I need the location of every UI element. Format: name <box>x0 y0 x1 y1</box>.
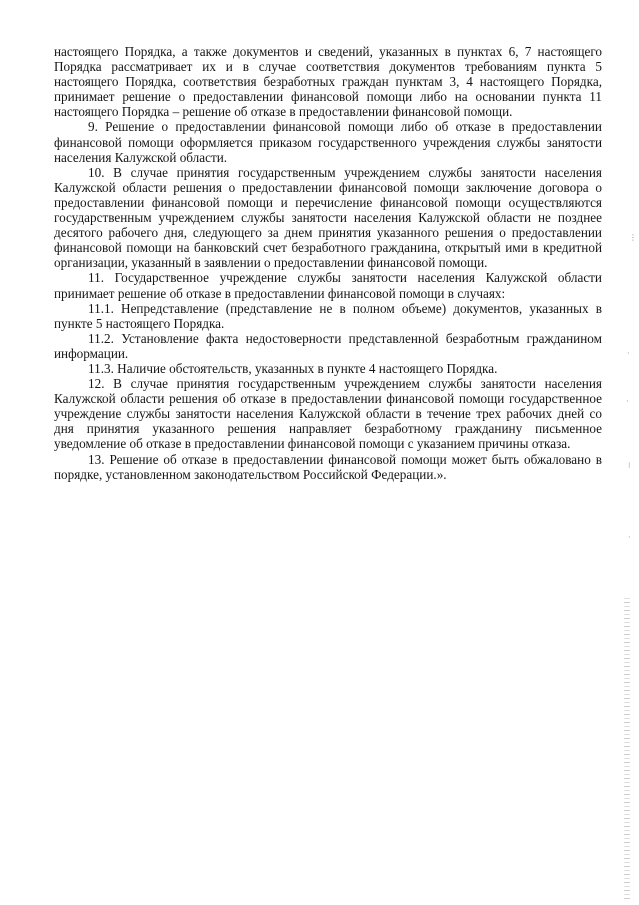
scan-speck: · <box>627 349 630 358</box>
scan-speck: ⁝ <box>628 461 631 470</box>
scan-speck: · <box>628 533 631 542</box>
scan-speck: · <box>626 397 629 406</box>
paragraph-item-11-3: 11.3. Наличие обстоятельств, указанных в пункте 4 настоящего Порядка. <box>88 360 498 376</box>
paragraph-item-11-1: 11.1. Непредставление (представление не в полном объеме) документов, указанных в пункте 5 настоящего Порядка. <box>54 300 602 331</box>
paragraph-item-9: 9. Решение о предоставлении финансовой помощи либо об отказе в предоставлении финансовой помощи оформляется приказом государственного учреждения службы занятости населения Калужской области. <box>54 119 602 165</box>
paragraph-item-13: 13. Решение об отказе в предоставлении финансовой помощи может быть обжаловано в порядке, установленном законодательством Российской Федерации.». <box>54 451 602 482</box>
paragraph-item-10: 10. В случае принятия государственным учреждением службы занятости населения Калужской области решения о предоставлении финансовой помощи заключение договора о предоставлении финансовой помощи и перечисление финансовой помощи осуществляются государственным учреждением службы занятости населения Калужской области не позднее десятого рабочего дня, следующего за днем принятия указанного решения о предоставлении финансовой помощи на банковский счет безработного гражданина, открытый ими в кредитной организации, указанный в заявлении о предоставлении финансовой помощи. <box>54 164 602 271</box>
paragraph-item-12: 12. В случае принятия государственным учреждением службы занятости населения Калужской области решения об отказе в предоставлении финансовой помощи государственное учреждение службы занятости населения Калужской области в течение трех рабочих дней со дня принятия указанного решения направляет безработному гражданину письменное уведомление об отказе в предоставлении финансовой помощи с указанием причины отказа. <box>54 376 602 452</box>
scan-speck: ⋮ <box>629 233 637 242</box>
paragraph-item-11-2: 11.2. Установление факта недостоверности представленной безработным гражданином информации. <box>54 330 602 361</box>
paragraph-continuation: настоящего Порядка, а также документов и сведений, указанных в пунктах 6, 7 настоящего Порядка рассматривает их и в случае соответствия документов требованиям пункта 5 настоящего Порядка, соответствия безработных граждан пунктам 3, 4 настоящего Порядка, принимает решение о предоставлении финансовой помощи либо на основании пункта 11 настоящего Порядка – решение об отказе в предоставлении финансовой помощи. <box>54 44 602 120</box>
paragraph-item-11: 11. Государственное учреждение службы занятости населения Калужской области принимает решение об отказе в предоставлении финансовой помощи в случаях: <box>54 270 602 301</box>
scan-edge-strip <box>624 595 630 900</box>
document-body <box>54 44 602 482</box>
